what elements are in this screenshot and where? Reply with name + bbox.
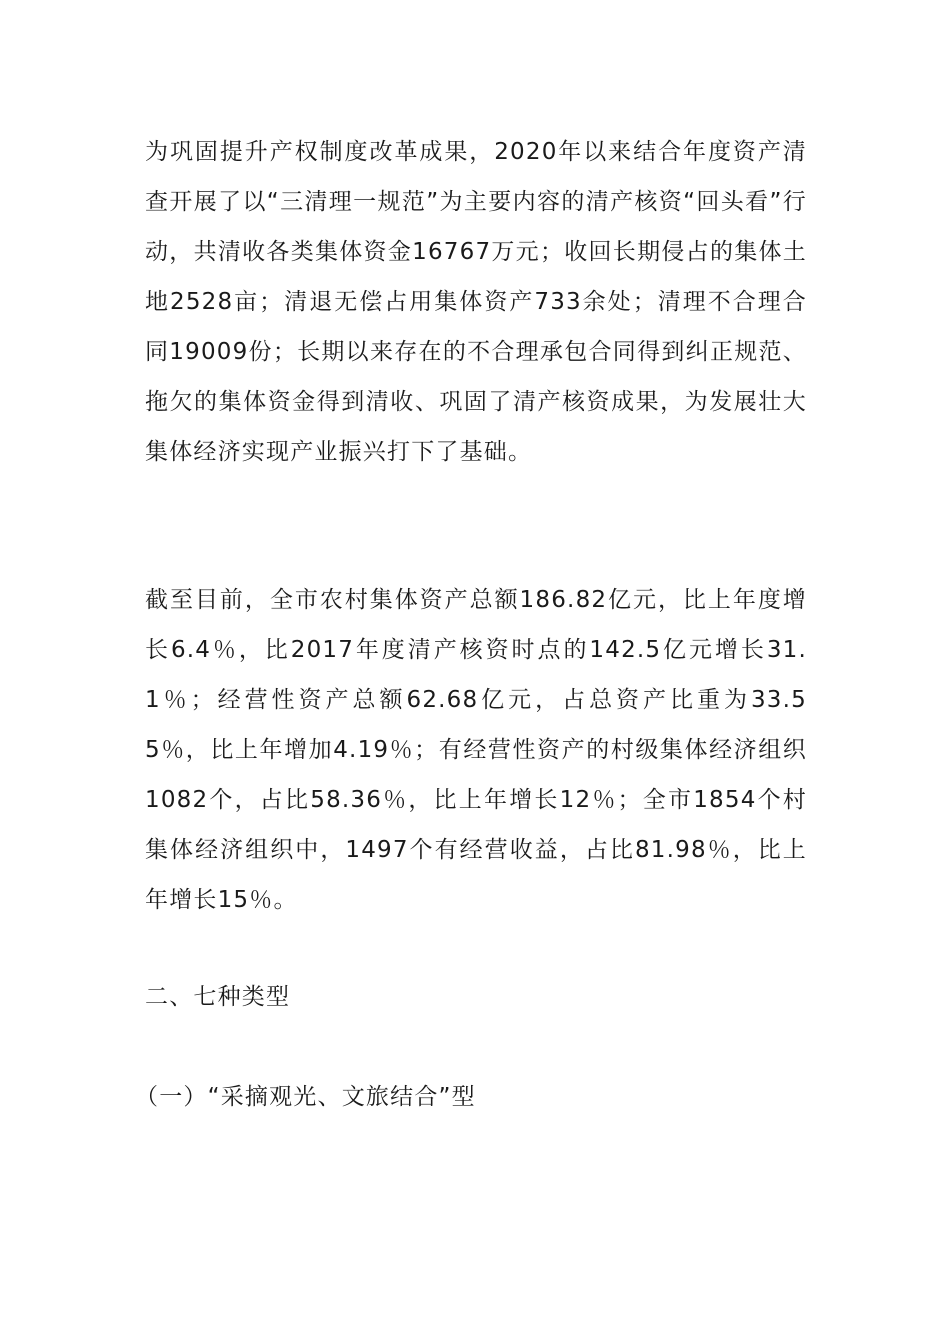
paragraph-asset-statistics: 截至目前，全市农村集体资产总额186.82亿元，比上年度增长6.4％，比2017年度清产核资时点的142.5亿元增长31.1％；经营性资产总额62.68亿元，占总资产比重为33.55％，比上年增加4.19％；有经营性资产的村级集体经济组织1082个，占比58.36％，比上年增长12％；全市1854个村集体经济组织中，1497个有经营收益，占比81.98％，比上年增长15％。 [145, 587, 807, 913]
section-heading: 二、七种类型 [145, 984, 291, 1010]
subsection-heading: （一）“采摘观光、文旅结合”型 [135, 1084, 476, 1110]
paragraph-asset-cleanup: 为巩固提升产权制度改革成果，2020年以来结合年度资产清查开展了以“三清理一规范”为主要内容的清产核资“回头看”行动，共清收各类集体资金16767万元；收回长期侵占的集体土地2528亩；清退无偿占用集体资产733余处；清理不合理合同19009份；长期以来存在的不合理承包合同得到纠正规范、拖欠的集体资金得到清收、巩固了清产核资成果，为发展壮大集体经济实现产业振兴打下了基础。 [145, 139, 807, 465]
